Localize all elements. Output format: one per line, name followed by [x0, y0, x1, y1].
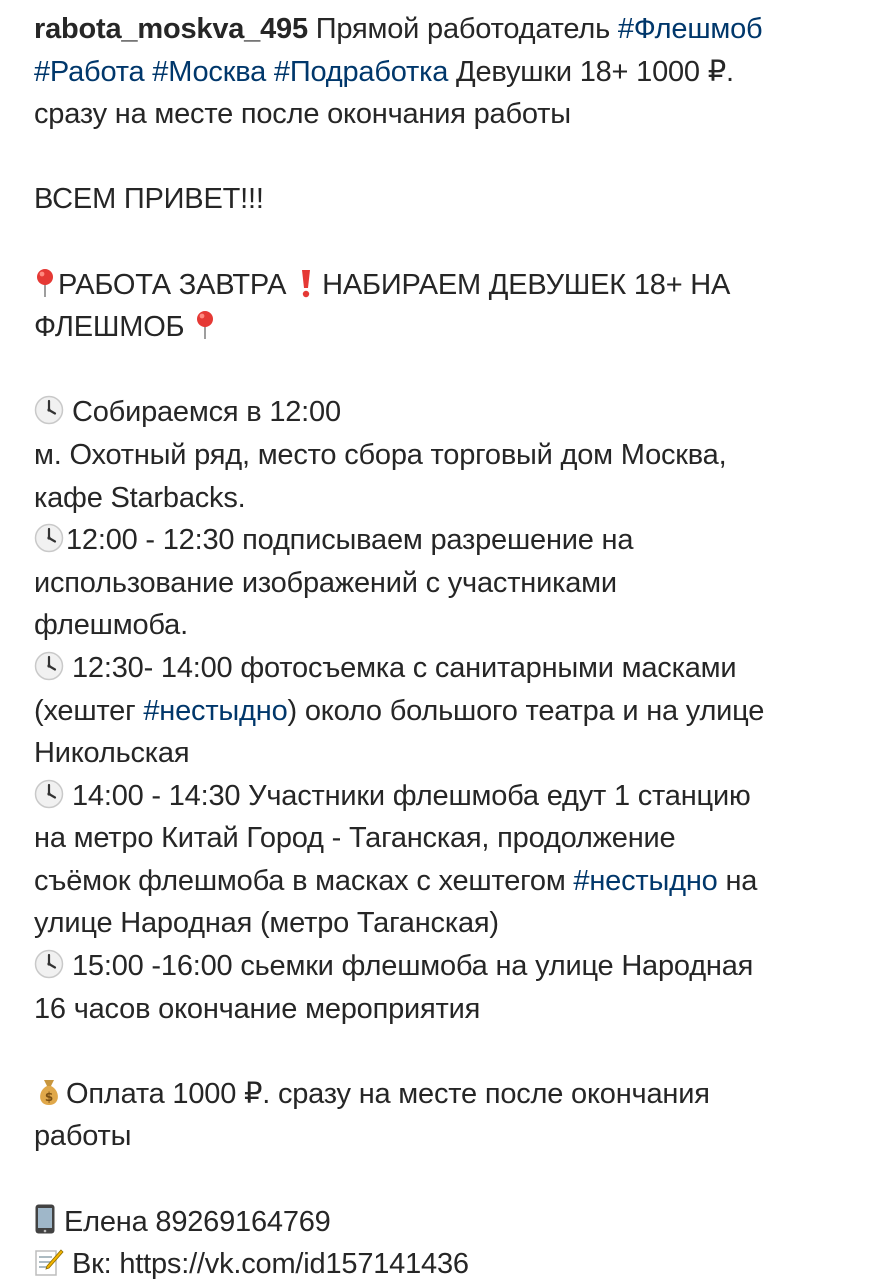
caption-line: rabota_moskva_495 Прямой работодатель #Флешмоб [34, 13, 763, 45]
schedule-line: 16 часов окончание мероприятия [34, 992, 481, 1025]
schedule-line: улице Народная (метро Таганская) [34, 907, 499, 940]
memo-icon [34, 1247, 64, 1277]
schedule-line: кафе Starbacks. [34, 481, 246, 514]
vk-link[interactable]: Вк: https://vk.com/id157141436 [72, 1248, 469, 1281]
schedule-line: (хештег #нестыдно) около большого театра и на улице [34, 694, 765, 727]
round-pushpin-icon [194, 310, 216, 340]
clock-icon [34, 395, 64, 425]
schedule-line: 14:00 - 14:30 Участники флешмоба едут 1 станцию [34, 775, 864, 818]
schedule-line: 15:00 -16:00 сьемки флешмоба на улице Народная [34, 945, 864, 988]
caption-line: #Работа #Москва #Подработка Девушки 18+ 1000 ₽. [34, 55, 734, 88]
schedule-line: м. Охотный ряд, место сбора торговый дом Москва, [34, 438, 727, 471]
contact-line [34, 1243, 864, 1286]
schedule-line: флешмоба. [34, 609, 188, 642]
schedule-line: использование изображений с участниками [34, 566, 617, 599]
red-exclamation-icon [300, 268, 312, 298]
clock-icon [34, 523, 64, 553]
clock-icon [34, 949, 64, 979]
caption-line: сразу на месте после окончания работы [34, 98, 571, 131]
schedule-line: съёмок флешмоба в масках с хештегом #нестыдно на [34, 864, 758, 897]
hashtag-nestydno[interactable]: #нестыдно [573, 864, 718, 897]
schedule-line: 12:30- 14:00 фотосъемка с санитарными масками [34, 647, 864, 690]
payment-line: $ Оплата 1000 ₽. сразу на месте после окончания [34, 1073, 864, 1116]
mobile-phone-icon [34, 1203, 56, 1235]
schedule-line: Никольская [34, 737, 190, 770]
schedule-line: Собираемся в 12:00 [34, 391, 864, 434]
headline-line: ФЛЕШМОБ [34, 306, 864, 349]
contact-line: Елена 89269164769 [34, 1201, 864, 1244]
clock-icon [34, 651, 64, 681]
greeting-text: ВСЕМ ПРИВЕТ!!! [34, 183, 264, 216]
headline-line: РАБОТА ЗАВТРА НАБИРАЕМ ДЕВУШЕК 18+ НА [34, 264, 864, 307]
money-bag-icon [34, 1077, 64, 1107]
clock-icon [34, 779, 64, 809]
svg-text:$: $ [44, 1089, 54, 1104]
payment-line: работы [34, 1120, 132, 1153]
hashtag-nestydno[interactable]: #нестыдно [143, 694, 288, 727]
hashtag-moskva[interactable]: #Москва [152, 55, 267, 88]
schedule-line: на метро Китай Город - Таганская, продолжение [34, 822, 676, 855]
hashtag-flashmob[interactable]: #Флешмоб [617, 13, 763, 45]
hashtag-rabota[interactable]: #Работа [34, 55, 145, 88]
post-caption [34, 8, 864, 1286]
round-pushpin-icon [34, 268, 56, 298]
hashtag-podrabotka[interactable]: #Подработка [273, 55, 449, 88]
schedule-line: 12:00 - 12:30 подписываем разрешение на [34, 519, 864, 562]
username-link[interactable]: rabota_moskva_495 [34, 13, 308, 45]
